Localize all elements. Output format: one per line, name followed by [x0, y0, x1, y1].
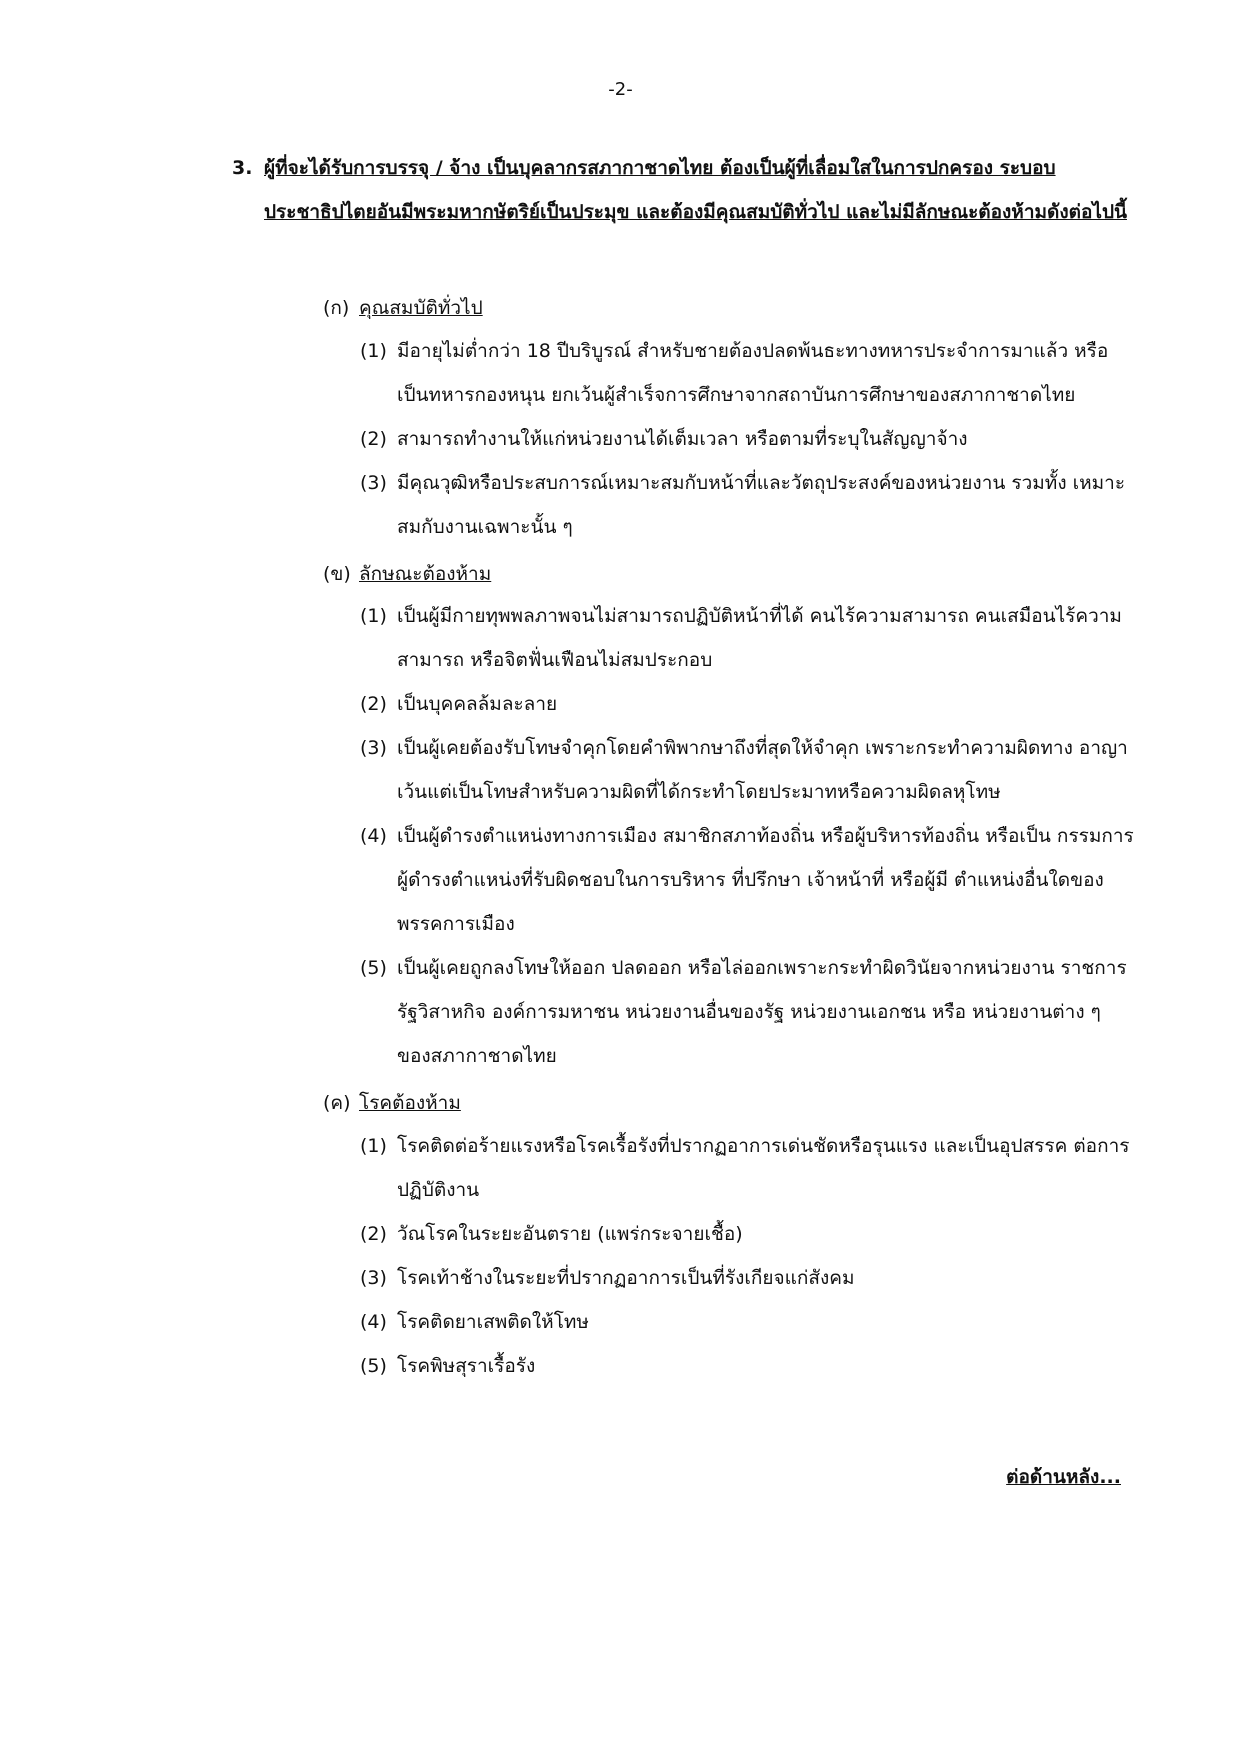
item-marker: (3): [360, 1267, 387, 1289]
section-title-general-qualifications: [323, 293, 483, 323]
item-marker: (2): [360, 428, 387, 450]
section-title-prohibited-characteristics: [323, 559, 491, 589]
page-number: -2-: [608, 79, 633, 100]
item-text: เป็นผู้เคยถูกลงโทษให้ออก ปลดออก หรือไล่ออกเพราะกระทำผิดวินัยจากหน่วยงาน ราชการ รัฐวิสาหกิจ องค์การมหาชน หน่วยงานอื่นของรัฐ หน่วยงานเอกชน หรือ หน่วยงานต่าง ๆ ของสภากาชาดไทย: [397, 957, 1127, 1067]
list-item: [360, 1212, 1138, 1256]
list-item: [360, 329, 1138, 417]
item-text: สามารถทำงานให้แก่หน่วยงานได้เต็มเวลา หรือตามที่ระบุในสัญญาจ้าง: [397, 428, 968, 450]
item-marker: (2): [360, 693, 387, 715]
list-item: [360, 682, 1138, 726]
item-text: มีอายุไม่ต่ำกว่า 18 ปีบริบูรณ์ สำหรับชายต้องปลดพ้นธะทางทหารประจำการมาแล้ว หรือเป็นทหารกองหนุน ยกเว้นผู้สำเร็จการศึกษาจากสถาบันการศึกษาของสภากาชาดไทย: [397, 340, 1109, 406]
item-text: โรคพิษสุราเรื้อรัง: [397, 1355, 536, 1377]
list-item: [360, 1344, 1138, 1388]
list-item: [360, 417, 1138, 461]
section-marker: (ค): [323, 1092, 351, 1114]
item-marker: (2): [360, 1223, 387, 1245]
item-text: โรคเท้าช้างในระยะที่ปรากฏอาการเป็นที่รังเกียจแก่สังคม: [397, 1267, 855, 1289]
list-item: [360, 726, 1138, 814]
item-marker: (4): [360, 825, 387, 847]
list-item: [360, 1256, 1138, 1300]
item-text: มีคุณวุฒิหรือประสบการณ์เหมาะสมกับหน้าที่และวัตถุประสงค์ของหน่วยงาน รวมทั้ง เหมาะสมกับงานเฉพาะนั้น ๆ: [397, 472, 1126, 538]
heading-number: 3.: [232, 157, 253, 179]
section-title-text: โรคต้องห้าม: [359, 1092, 461, 1114]
list-item: [360, 1300, 1138, 1344]
item-marker: (5): [360, 957, 387, 979]
item-marker: (3): [360, 472, 387, 494]
item-text: โรคติดต่อร้ายแรงหรือโรคเรื้อรังที่ปรากฏอาการเด่นชัดหรือรุนแรง และเป็นอุปสรรค ต่อการปฏิบัติงาน: [397, 1135, 1130, 1201]
list-item: [360, 594, 1138, 682]
section-heading: [232, 146, 1132, 234]
item-text: เป็นผู้เคยต้องรับโทษจำคุกโดยคำพิพากษาถึงที่สุดให้จำคุก เพราะกระทำความผิดทาง อาญา เว้นแต่เป็นโทษสำหรับความผิดที่ได้กระทำโดยประมาทหรือความผิดลหุโทษ: [397, 737, 1128, 803]
heading-text: ผู้ที่จะได้รับการบรรจุ / จ้าง เป็นบุคลากรสภากาชาดไทย ต้องเป็นผู้ที่เลื่อมใสในการปกครอง ระบอบประชาธิปไตยอันมีพระมหากษัตริย์เป็นประมุข และต้องมีคุณสมบัติทั่วไป และไม่มีลักษณะต้องห้ามดังต่อไปนี้: [264, 157, 1127, 223]
list-item: [360, 814, 1138, 946]
item-text: เป็นผู้มีกายทุพพลภาพจนไม่สามารถปฏิบัติหน้าที่ได้ คนไร้ความสามารถ คนเสมือนไร้ความสามารถ หรือจิตฟั่นเฟือนไม่สมประกอบ: [397, 605, 1122, 671]
item-marker: (4): [360, 1311, 387, 1333]
item-marker: (3): [360, 737, 387, 759]
section-title-prohibited-diseases: [323, 1088, 461, 1118]
item-text: เป็นบุคคลล้มละลาย: [397, 693, 558, 715]
section-marker: (ข): [323, 563, 351, 585]
section-title-text: คุณสมบัติทั่วไป: [359, 297, 483, 319]
list-item: [360, 946, 1138, 1078]
continue-on-back-note: ต่อด้านหลัง...: [1006, 1466, 1121, 1488]
item-text: โรคติดยาเสพติดให้โทษ: [397, 1311, 589, 1333]
item-text: เป็นผู้ดำรงตำแหน่งทางการเมือง สมาชิกสภาท้องถิ่น หรือผู้บริหารท้องถิ่น หรือเป็น กรรมการ ผู้ดำรงตำแหน่งที่รับผิดชอบในการบริหาร ที่ปรึกษา เจ้าหน้าที่ หรือผู้มี ตำแหน่งอื่นใดของพรรคการเมือง: [397, 825, 1134, 935]
list-item: [360, 1124, 1138, 1212]
section-title-text: ลักษณะต้องห้าม: [359, 563, 492, 585]
section-marker: (ก): [323, 297, 350, 319]
item-marker: (1): [360, 605, 387, 627]
item-text: วัณโรคในระยะอันตราย (แพร่กระจายเชื้อ): [397, 1223, 743, 1245]
item-marker: (1): [360, 340, 387, 362]
item-marker: (5): [360, 1355, 387, 1377]
list-item: [360, 461, 1138, 549]
item-marker: (1): [360, 1135, 387, 1157]
